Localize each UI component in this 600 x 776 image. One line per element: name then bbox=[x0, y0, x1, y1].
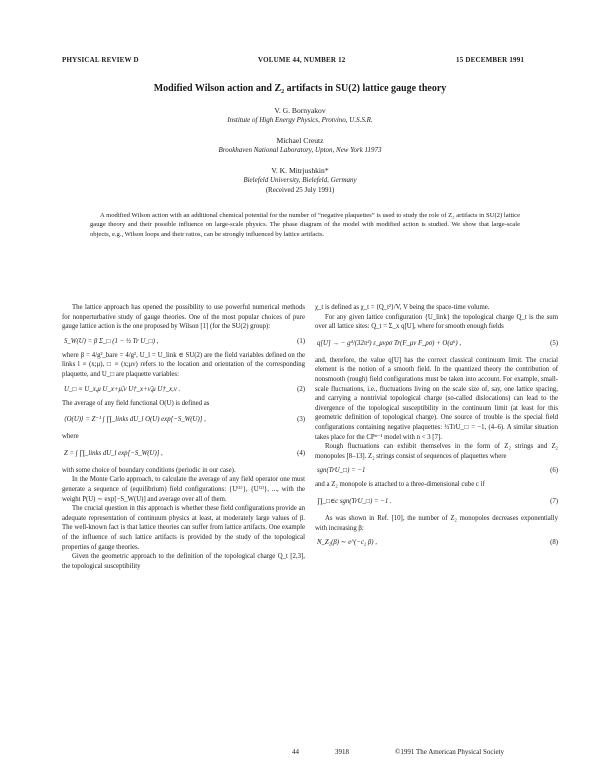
equation-3 bbox=[62, 408, 305, 432]
equation-number: (2) bbox=[297, 385, 305, 393]
equation-7 bbox=[315, 490, 558, 514]
paragraph: where β = 4/g²_bare = 4/g², U_l = U_link ∈ SU(2) are the field variables defined on the links l ≡ (x;μ), □ ≡ (x;μν) refers to the location and orientation of the corresponding plaquette, and U_□ are plaquette variables: bbox=[62, 351, 305, 378]
paragraph: Given the geometric approach to the definition of the topological charge Q_t [2,3], the topological susceptibility bbox=[62, 553, 305, 570]
journal-name: PHYSICAL REVIEW D bbox=[62, 56, 139, 64]
paragraph: For any given lattice configuration {U_link} the topological charge Q_t is the sum over all lattice sites: Q_t = Σ_x q[U], where for smooth enough fields bbox=[315, 313, 558, 331]
equation-expression: q[U] → − g⁴/(32π²) ε_μνρσ Tr(F_μν F_ρσ) + O(a⁶) , bbox=[317, 339, 462, 347]
footer-volume: 44 bbox=[292, 748, 299, 756]
issue-date: 15 DECEMBER 1991 bbox=[456, 56, 525, 64]
received-date: (Received 25 July 1991) bbox=[265, 186, 335, 194]
paragraph: Rough fluctuations can exhibit themselves in the form of Z₂ strings and Z₂ monopoles [8–13]. Z₂ strings consist of sequences of plaquettes where bbox=[315, 443, 558, 460]
equation-4 bbox=[62, 442, 305, 466]
equation-expression: sgn(TrU_□) = −1 bbox=[317, 467, 366, 475]
equation-expression: Z = ∫ ∏_links dU_l exp[−S_W(U)] , bbox=[64, 449, 163, 457]
equation-expression: S_W(U) = β Σ_□ (1 − ½ Tr U_□) , bbox=[64, 337, 159, 345]
paragraph: The crucial question in this approach is whether these field configurations provide an adequate representation of continuum physics at least, at moderately large values of β. The well-known fact is that lattice theories can suffer from lattice artifacts. One example of the influence of such lattice artifacts is provided by the study of the topological properties of gauge theories. bbox=[62, 505, 305, 551]
footer-copyright: ©1991 The American Physical Society bbox=[395, 748, 505, 756]
paragraph: The lattice approach has opened the possibility to use powerful numerical methods for nonperturbative study of gauge theories. One of the most popular choices of pure gauge lattice action is the one proposed by Wilson [1] (for the SU(2) group): bbox=[62, 304, 305, 331]
author-name: V. G. Bornyakov bbox=[274, 106, 326, 115]
abstract: A modified Wilson action with an additional chemical potential for the number of “negative plaquettes” is used to study the role of Z₂ artifacts in SU(2) lattice gauge theory and their possible influence on large-scale physics. The phase diagram of the model with modified action is studied. We show that large-scale objects, e.g., Wilson loops and their ratios, can be strongly influenced by lattice artifacts. bbox=[90, 212, 520, 238]
paragraph: where bbox=[62, 433, 79, 441]
equation-expression: U_□ ≡ U_x,μ U_x+μ̂,ν U†_x+ν̂,μ U†_x,ν . bbox=[64, 385, 181, 393]
left-column bbox=[62, 303, 305, 571]
equation-5 bbox=[315, 332, 558, 356]
equation-number: (4) bbox=[297, 449, 305, 457]
equation-number: (6) bbox=[550, 467, 558, 475]
footer-page-number: 3918 bbox=[335, 748, 349, 756]
equation-2 bbox=[62, 380, 305, 399]
equation-8 bbox=[315, 533, 558, 552]
equation-number: (7) bbox=[550, 497, 558, 505]
author-name: V. K. Mitrjushkin* bbox=[271, 166, 329, 175]
author-affiliation: Brookhaven National Laboratory, Upton, New York 11973 bbox=[218, 146, 382, 154]
author-affiliation: Bielefeld University, Bielefeld, Germany bbox=[243, 176, 357, 184]
paragraph: In the Monte Carlo approach, to calculate the average of any field operator one must generate a sequence of (equilibrium) field configurations: {U⁽¹⁾}, {U⁽²⁾}, ..., with the weight P(U) ∼ exp[−S_W(U)] and average over all of them. bbox=[62, 476, 305, 503]
volume-number: VOLUME 44, NUMBER 12 bbox=[258, 56, 346, 64]
author-name: Michael Creutz bbox=[276, 136, 324, 145]
paragraph: The average of any field functional O(U) is defined as bbox=[62, 399, 210, 407]
equation-expression: ⟨O(U)⟩ = Z⁻¹ ∫ ∏_links dU_l O(U) exp[−S_W(U)] , bbox=[64, 416, 206, 424]
equation-expression: N_Z₂(β) ∼ e^(−c₂ β) , bbox=[317, 539, 377, 547]
paragraph: χ_t is defined as χ_t = ⟨Q_t²⟩/V, V being the space-time volume. bbox=[315, 304, 490, 311]
equation-number: (1) bbox=[297, 337, 305, 345]
paragraph: with some choice of boundary conditions (periodic in our case). bbox=[62, 466, 236, 474]
paper-title: Modified Wilson action and Z₂ artifacts in SU(2) lattice gauge theory bbox=[153, 83, 447, 94]
equation-number: (3) bbox=[297, 416, 305, 424]
equation-number: (5) bbox=[550, 339, 558, 347]
paragraph: and a Z₂ monopole is attached to a three-dimensional cube c if bbox=[315, 481, 485, 489]
equation-6 bbox=[315, 461, 558, 480]
equation-1 bbox=[62, 332, 305, 351]
equation-number: (8) bbox=[550, 539, 558, 547]
paragraph: and, therefore, the value q[U] has the correct classical continuum limit. The crucial element is the notion of a smooth field. In the quantized theory the contribution of nonsmooth (rough) field configurations must be taken into account. For example, small-scale fluctuations, i.e., fluctuations living on the scale size of, say, one lattice spacing, and carrying a nontrivial topological charge (so-called dislocations) can lead to the divergence of the topological susceptibility in the continuum limit (at least for this geometric definition of topological charge). One source of trouble is the special field configurations containing negative plaquettes: ½TrU_□ = −1, (4–6). A similar situation takes place for the CPⁿ⁻¹ model with n < 3 [7]. bbox=[315, 356, 558, 441]
equation-expression: ∏_□∈c sgn(TrU_□) = −1 . bbox=[317, 497, 392, 505]
paragraph: As was shown in Ref. [10], the number of Z₂ monopoles decreases exponentially with increasing β: bbox=[315, 514, 558, 532]
author-affiliation: Institute of High Energy Physics, Protvino, U.S.S.R. bbox=[227, 116, 373, 124]
right-column bbox=[315, 303, 558, 552]
